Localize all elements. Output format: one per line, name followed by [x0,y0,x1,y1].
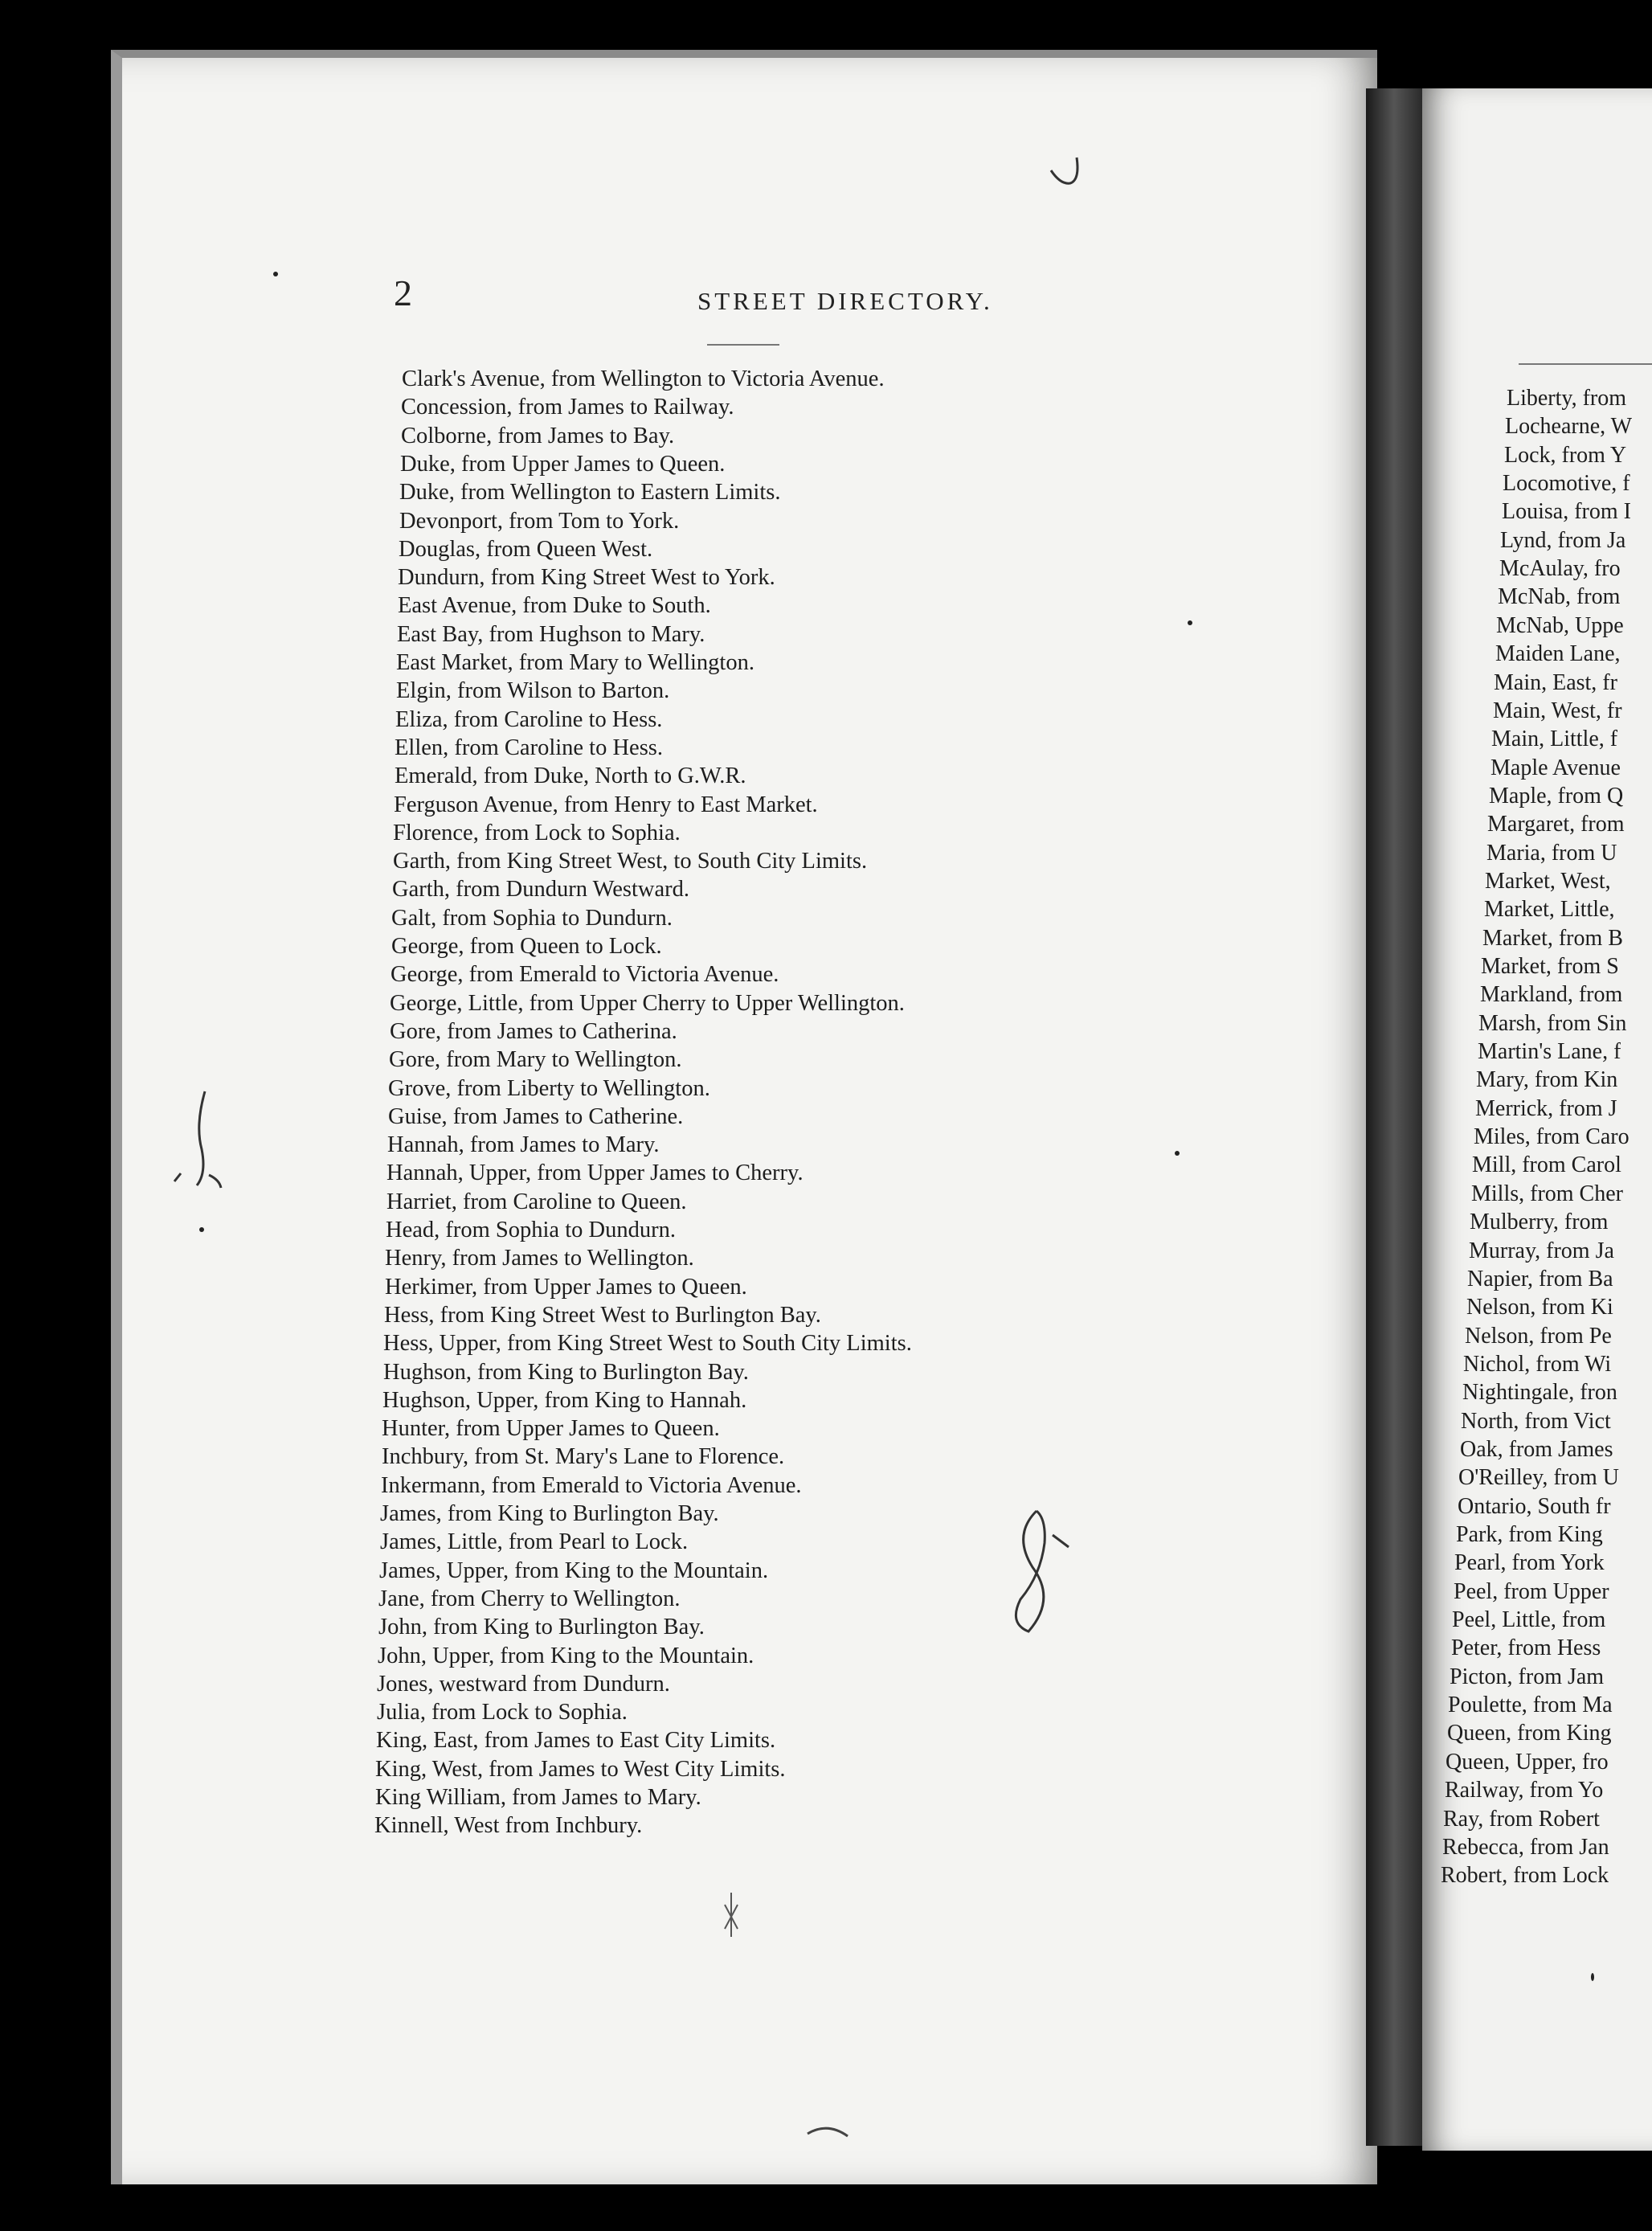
speck [199,1227,204,1232]
facing-street-entry: McNab, Uppe [1496,614,1624,637]
street-entry: Hughson, Upper, from King to Hannah. [382,1387,747,1413]
speck [1188,620,1192,625]
facing-street-entry: Liberty, from [1507,387,1627,410]
street-entry: Grove, from Liberty to Wellington. [388,1075,710,1101]
facing-street-entry: Mary, from Kin [1476,1069,1618,1092]
street-entry: Hughson, from King to Burlington Bay. [383,1359,749,1385]
facing-street-entry: Maiden Lane, [1495,643,1621,666]
facing-street-entry: Mill, from Carol [1472,1154,1621,1177]
street-entry: John, Upper, from King to the Mountain. [378,1643,754,1668]
facing-street-entry: Nelson, from Ki [1466,1296,1613,1320]
street-entry: Gore, from Mary to Wellington. [389,1047,682,1073]
street-entry: East Avenue, from Duke to South. [398,593,711,619]
street-entry: Inchbury, from St. Mary's Lane to Florence. [382,1444,785,1470]
facing-street-entry: McAulay, fro [1499,558,1621,581]
facing-street-entry: McNab, from [1498,586,1621,609]
facing-street-entry: Lynd, from Ja [1500,529,1626,552]
street-entry: Guise, from James to Catherine. [388,1103,684,1129]
facing-street-entry: Maple Avenue [1490,756,1621,780]
running-head: STREET DIRECTORY. [697,287,993,315]
street-entry: Duke, from Upper James to Queen. [400,451,726,477]
facing-street-entry: Nelson, from Pe [1465,1324,1612,1348]
street-entry: Dundurn, from King Street West to York. [398,565,775,591]
street-entry: Elgin, from Wilson to Barton. [396,678,670,704]
facing-street-entry: Marsh, from Sin [1478,1012,1627,1035]
street-entry: King William, from James to Mary. [375,1785,701,1810]
street-entry: James, from King to Burlington Bay. [380,1501,719,1526]
facing-street-entry: Martin's Lane, f [1478,1041,1621,1064]
street-entry: Herkimer, from Upper James to Queen. [385,1274,747,1300]
facing-street-entry: Mills, from Cher [1471,1182,1623,1206]
street-entry: George, Little, from Upper Cherry to Upper Wellington. [390,990,905,1016]
street-entry: George, from Queen to Lock. [391,934,662,959]
facing-street-entry: Maria, from U [1486,841,1617,865]
street-entry: Jones, westward from Dundurn. [377,1671,670,1697]
speck [1175,1151,1180,1156]
street-entry: Douglas, from Queen West. [399,536,653,562]
street-entry: Hannah, from James to Mary. [387,1132,660,1158]
street-entry: East Market, from Mary to Wellington. [396,650,754,675]
street-entry: Head, from Sophia to Dundurn. [386,1218,676,1242]
facing-street-entry: Merrick, from J [1475,1097,1617,1120]
street-entry: Clark's Avenue, from Wellington to Victoria Avenue. [402,366,885,391]
street-entry: Hess, from King Street West to Burlington Bay. [384,1302,821,1328]
facing-street-entry: Poulette, from Ma [1448,1694,1613,1717]
speck [273,272,278,276]
street-entry: Gore, from James to Catherina. [390,1018,677,1044]
header-rule [707,344,779,346]
page-number: 2 [394,272,412,313]
facing-street-entry: Miles, from Caro [1474,1126,1630,1149]
facing-street-entry: Pearl, from York [1454,1552,1605,1575]
facing-street-entry: Peel, Little, from [1452,1609,1606,1632]
facing-street-entry: Lochearne, W [1505,415,1633,439]
street-entry: Garth, from Dundurn Westward. [392,877,689,903]
facing-street-entry: Railway, from Yo [1445,1779,1604,1803]
facing-street-entry: Nichol, from Wi [1463,1353,1612,1376]
street-entry: George, from Emerald to Victoria Avenue. [391,962,779,988]
facing-street-entry: Napier, from Ba [1467,1267,1613,1291]
facing-street-entry: Ray, from Robert [1443,1807,1600,1831]
facing-street-entry: Market, from B [1482,927,1623,950]
facing-street-entry: Market, West, [1485,870,1611,893]
street-entry: Galt, from Sophia to Dundurn. [391,905,673,931]
facing-street-entry: Peel, from Upper [1454,1580,1609,1603]
facing-street-entry: O'Reilley, from U [1458,1467,1619,1490]
street-entry: James, Upper, from King to the Mountain. [379,1558,769,1583]
street-entry: Henry, from James to Wellington. [385,1246,694,1271]
facing-street-entry: Queen, from King [1447,1722,1612,1746]
facing-street-entry: Maple, from Q [1489,784,1624,808]
street-entry: Inkermann, from Emerald to Victoria Avenue. [381,1472,802,1498]
street-entry: East Bay, from Hughson to Mary. [397,621,705,647]
facing-street-entry: Main, West, fr [1493,699,1622,723]
street-entry: Garth, from King Street West, to South City Limits. [393,849,868,874]
facing-street-entry: Murray, from Ja [1469,1239,1614,1263]
street-entry: Ellen, from Caroline to Hess. [395,735,664,760]
street-entry: Colborne, from James to Bay. [401,423,675,448]
facing-street-entry: Margaret, from [1487,813,1625,837]
facing-street-entry: Louisa, from I [1502,501,1631,524]
street-entry: King, West, from James to West City Limits. [375,1756,786,1782]
facing-street-entry: Ontario, South fr [1458,1495,1611,1518]
street-entry: Duke, from Wellington to Eastern Limits. [399,480,781,506]
facing-street-entry: Queen, Upper, fro [1446,1750,1609,1774]
street-entry: Emerald, from Duke, North to G.W.R. [395,763,746,789]
street-entry: Julia, from Lock to Sophia. [377,1700,628,1725]
facing-street-entry: Rebecca, from Jan [1442,1836,1609,1859]
facing-street-entry: Market, from S [1481,956,1619,978]
street-entry: Kinnell, West from Inchbury. [374,1813,643,1839]
speck [1591,1973,1594,1981]
facing-street-entry: Nightingale, fron [1462,1382,1617,1405]
street-entry: Harriet, from Caroline to Queen. [386,1189,687,1214]
facing-street-entry: Market, Little, [1484,899,1615,922]
street-entry: James, Little, from Pearl to Lock. [380,1529,689,1555]
facing-street-entry: Lock, from Y [1504,444,1627,467]
street-entry: Ferguson Avenue, from Henry to East Market. [394,792,818,817]
facing-street-entry: Park, from King [1456,1524,1603,1546]
facing-street-entry: Robert, from Lock [1441,1865,1609,1888]
book-gutter [1366,88,1422,2146]
facing-street-entry: Oak, from James [1460,1438,1613,1461]
street-entry: Hunter, from Upper James to Queen. [382,1416,720,1442]
street-entry: Florence, from Lock to Sophia. [393,820,681,845]
facing-street-entry: Mulberry, from [1470,1211,1609,1234]
street-entry: Eliza, from Caroline to Hess. [395,706,663,732]
facing-street-entry: Main, East, fr [1494,671,1617,694]
street-entry: Hess, Upper, from King Street West to South City Limits. [383,1331,912,1357]
facing-street-entry: Peter, from Hess [1451,1637,1601,1660]
facing-street-entry: Markland, from [1480,984,1623,1007]
street-entry: John, from King to Burlington Bay. [378,1615,705,1640]
facing-header-rule [1519,363,1652,365]
facing-street-entry: Main, Little, f [1491,728,1618,751]
facing-street-entry: Locomotive, f [1503,473,1630,496]
street-entry: Devonport, from Tom to York. [399,508,680,534]
street-entry: Jane, from Cherry to Wellington. [378,1586,681,1611]
street-entry: King, East, from James to East City Limits. [376,1728,776,1754]
street-entry: Concession, from James to Railway. [401,395,734,420]
street-entry: Hannah, Upper, from Upper James to Cherry. [386,1161,804,1186]
facing-street-entry: Picton, from Jam [1450,1665,1605,1689]
facing-street-entry: North, from Vict [1461,1410,1611,1433]
